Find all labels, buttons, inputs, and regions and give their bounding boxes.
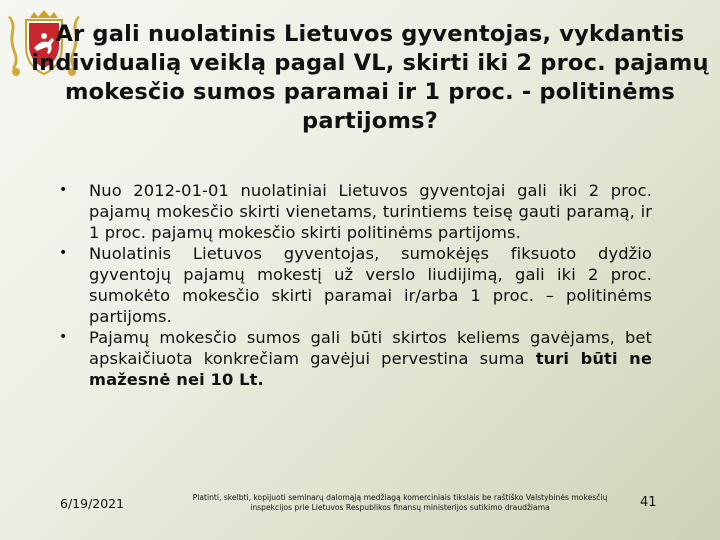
footer-date: 6/19/2021 (60, 496, 125, 511)
bullet-dot-icon: • (59, 182, 68, 198)
page-number: 41 (640, 495, 657, 510)
list-item (58, 180, 652, 243)
bullet-text: Nuolatinis Lietuvos gyventojas, sumokėjęs fiksuoto dydžio gyventojų pajamų mokestį už verslo liudijimą, gali iki 2 proc. sumokėto mokesčio skirti paramai ir/arba 1 proc. – politinėms partijoms. (89, 244, 652, 326)
slide-title: Ar gali nuolatinis Lietuvos gyventojas, vykdantis individualią veiklą pagal VL, skirti iki 2 proc. pajamų mokesčio sumos paramai ir 1 proc. - politinėms partijoms? (31, 21, 709, 134)
bullet-dot-icon: • (59, 329, 68, 345)
list-item (58, 243, 652, 327)
list-item (58, 327, 652, 390)
bullet-text: Pajamų mokesčio sumos gali būti skirtos keliems gavėjams, bet apskaičiuota konkrečiam gavėjui pervestina suma (89, 328, 652, 368)
bullet-dot-icon: • (59, 245, 68, 261)
bullet-emphasis: turi būti ne mažesnė nei 10 Lt. (89, 349, 652, 389)
bullet-list (58, 180, 652, 390)
footer-disclaimer: Platinti, skelbti, kopijuoti seminarų dalomąją medžiagą komerciniais tikslais be raštiško Valstybinės mokesčių inspekcijos prie Lietuvos Respublikos finansų ministerijos sutikimo draudžiama (192, 493, 608, 512)
bullet-text: Nuo 2012-01-01 nuolatiniai Lietuvos gyventojai gali iki 2 proc. pajamų mokesčio skirti vienetams, turintiems teisę gauti paramą, ir 1 proc. pajamų mokesčio skirti politinėms partijoms. (89, 181, 652, 242)
